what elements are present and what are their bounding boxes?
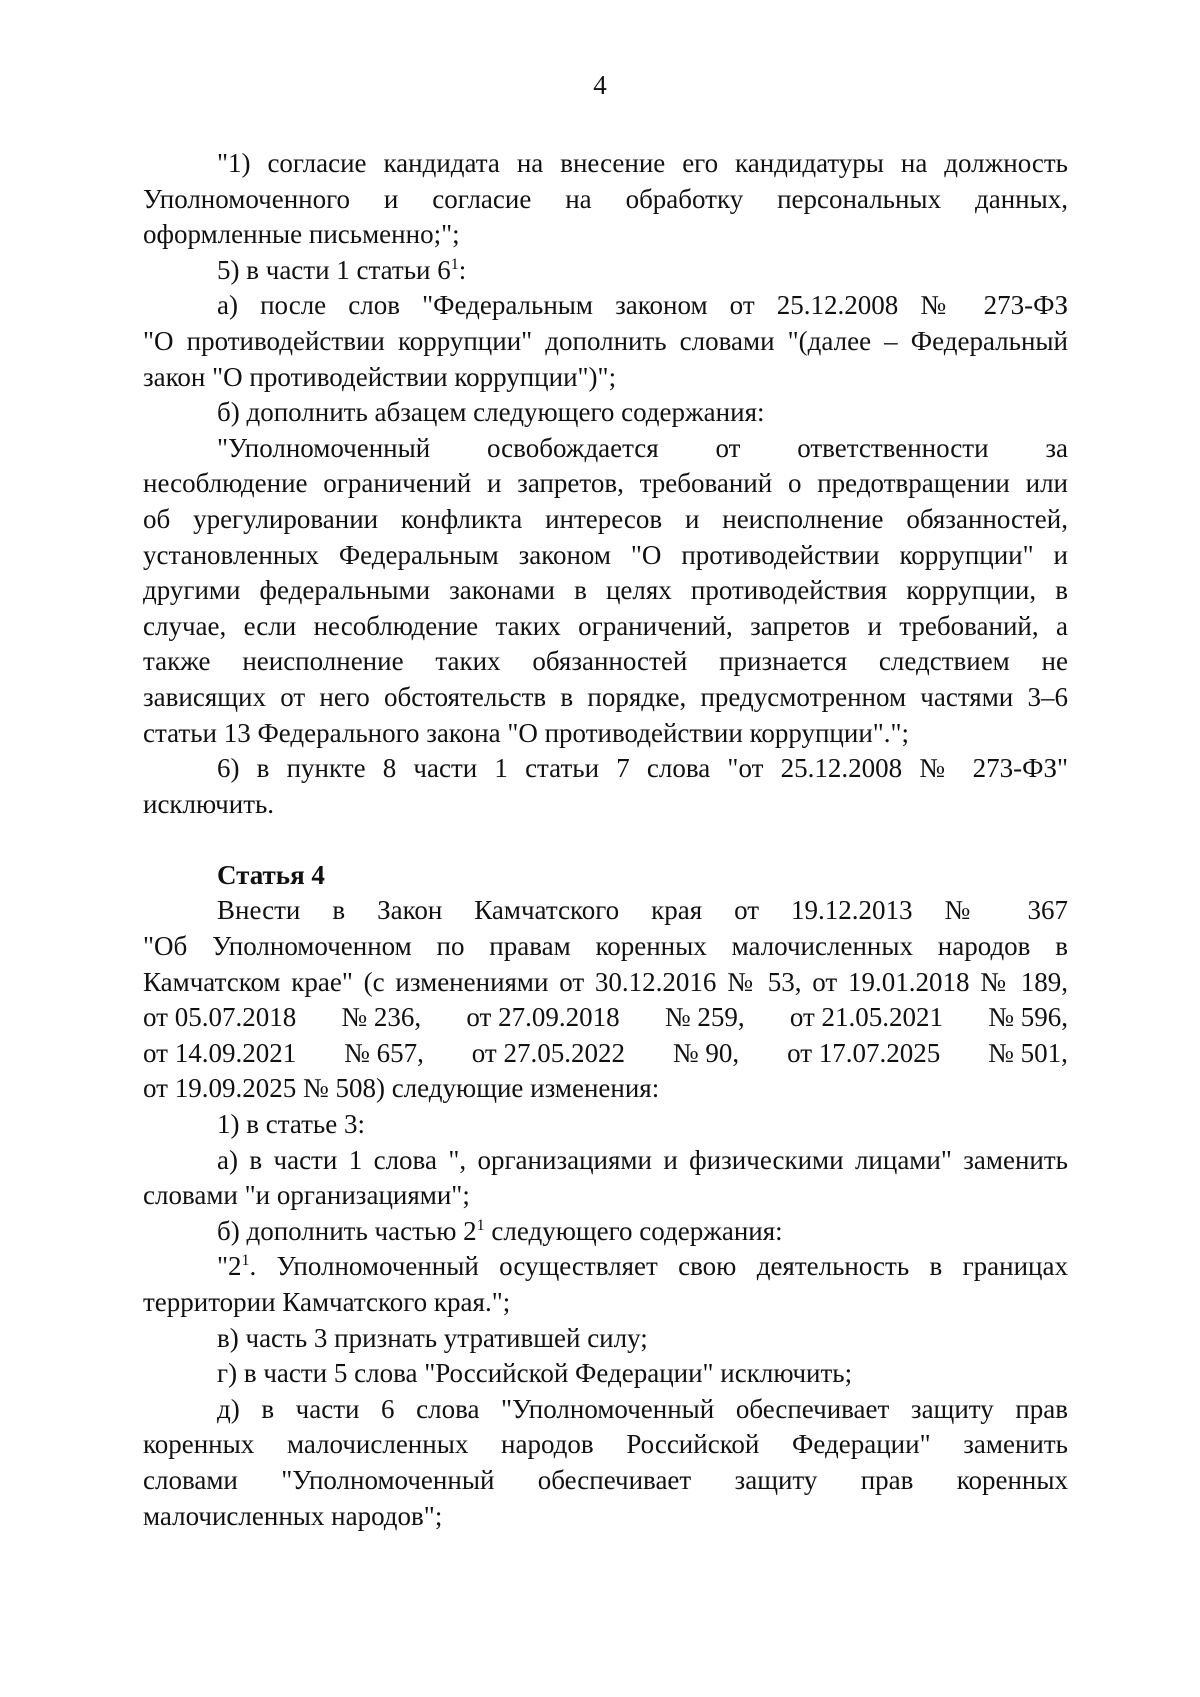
paragraph-line [143,253,1068,289]
text-span: б) дополнить частью 2 [217,1215,477,1246]
paragraph-line: другими федеральными законами в целях противодействия коррупции, в [143,575,1068,606]
paragraph-line: зависящих от него обстоятельств в порядке, предусмотренном частями 3–6 [143,681,1068,712]
superscript: 1 [450,255,459,273]
row-cell: от 17.07.2025 [787,1037,941,1068]
paragraph-line: словами "Уполномоченный обеспечивает защиту прав коренных [143,1464,1068,1495]
row-cell: № 657, [344,1037,424,1068]
text-span: "2 [217,1251,242,1282]
row-cell: № 236, [341,1002,422,1033]
row-cell: от 05.07.2018 [143,1002,297,1033]
paragraph-line [143,1214,1068,1250]
text-span: : [458,254,467,285]
dates-row-1 [143,1000,1068,1036]
paragraph-line: исключить. [143,788,275,819]
paragraph-line: "1) согласие кандидата на внесение его кандидатуры на должность [217,148,1068,178]
row-cell: № 596, [988,1002,1068,1033]
paragraph-line: словами "и организациями"; [143,1180,470,1211]
paragraph-line: закон "О противодействии коррупции")"; [143,361,617,392]
paragraph-line: г) в части 5 слова "Российской Федерации" исключить; [217,1358,853,1389]
block-top [143,146,1068,253]
paragraph-line: Внести в Закон Камчатского края от 19.12.2013 № 367 [217,895,1068,926]
paragraph-line: "Уполномоченный освобождается от ответственности за [217,432,1068,463]
block-end [143,1285,1068,1534]
paragraph-line: б) дополнить абзацем следующего содержания: [217,397,765,428]
document-body [143,146,1068,1534]
paragraph-line: Уполномоченного и согласие на обработку персональных данных, [143,183,1068,214]
paragraph-line: малочисленных народов"; [143,1500,443,1531]
paragraph-line: "О противодействии коррупции" дополнить словами "(далее – Федеральный [143,325,1068,356]
paragraph-line: 1) в статье 3: [217,1109,365,1140]
block-mid [143,288,1068,822]
paragraph-line: также неисполнение таких обязанностей признается следствием не [143,646,1068,677]
text-span: следующего содержания: [484,1215,783,1246]
row-cell: № 501, [988,1037,1068,1068]
text-span: . Уполномоченный осуществляет свою деятельность в границах [249,1251,1068,1282]
paragraph-line: от 19.09.2025 № 508) следующие изменения: [143,1073,660,1104]
row-cell: № 259, [664,1002,745,1033]
text-span: 5) в части 1 статьи 6 [217,254,451,285]
block-article4 [143,893,1068,1000]
paragraph-line: несоблюдение ограничений и запретов, требований о предотвращении или [143,468,1068,499]
paragraph-line: установленных Федеральным законом "О противодействии коррупции" и [143,539,1068,570]
paragraph-line: оформленные письменно;"; [143,219,460,250]
superscript: 1 [241,1252,250,1270]
row-cell: от 21.05.2021 [789,1002,944,1033]
row-cell: от 14.09.2021 [143,1037,297,1068]
paragraph-line [143,1249,1068,1285]
paragraph-line: "Об Уполномоченном по правам коренных малочисленных народов в [143,931,1068,962]
row-cell: от 27.05.2022 [471,1037,625,1068]
paragraph-line: д) в части 6 слова "Уполномоченный обеспечивает защиту прав [217,1393,1068,1424]
page-number: 4 [593,70,607,100]
paragraph-line: случае, если несоблюдение таких ограничений, запретов и требований, а [143,610,1068,641]
paragraph-line: а) в части 1 слова ", организациями и физическими лицами" заменить [217,1144,1068,1175]
row-cell: от 27.09.2018 [466,1002,620,1033]
paragraph-line: в) часть 3 признать утратившей силу; [217,1322,648,1353]
paragraph-line: территории Камчатского края."; [143,1287,511,1317]
paragraph-line: об урегулировании конфликта интересов и неисполнение обязанностей, [143,503,1068,534]
spacer [143,822,1068,858]
article-heading: Статья 4 [217,859,325,890]
block-article4-b [143,1071,1068,1213]
paragraph-line: коренных малочисленных народов Российской Федерации" заменить [143,1429,1068,1460]
paragraph-line: Камчатском крае" (с изменениями от 30.12.2016 № 53, от 19.01.2018 № 189, [143,966,1068,997]
paragraph-line: 6) в пункте 8 части 1 статьи 7 слова "от 25.12.2008 № 273-ФЗ" [217,753,1068,784]
row-cell: № 90, [672,1037,740,1068]
paragraph-line: статьи 13 Федерального закона "О противодействии коррупции"."; [143,717,910,748]
superscript: 1 [476,1216,485,1234]
dates-row-2 [143,1036,1068,1072]
paragraph-line: а) после слов "Федеральным законом от 25.12.2008 № 273-ФЗ [217,290,1068,321]
